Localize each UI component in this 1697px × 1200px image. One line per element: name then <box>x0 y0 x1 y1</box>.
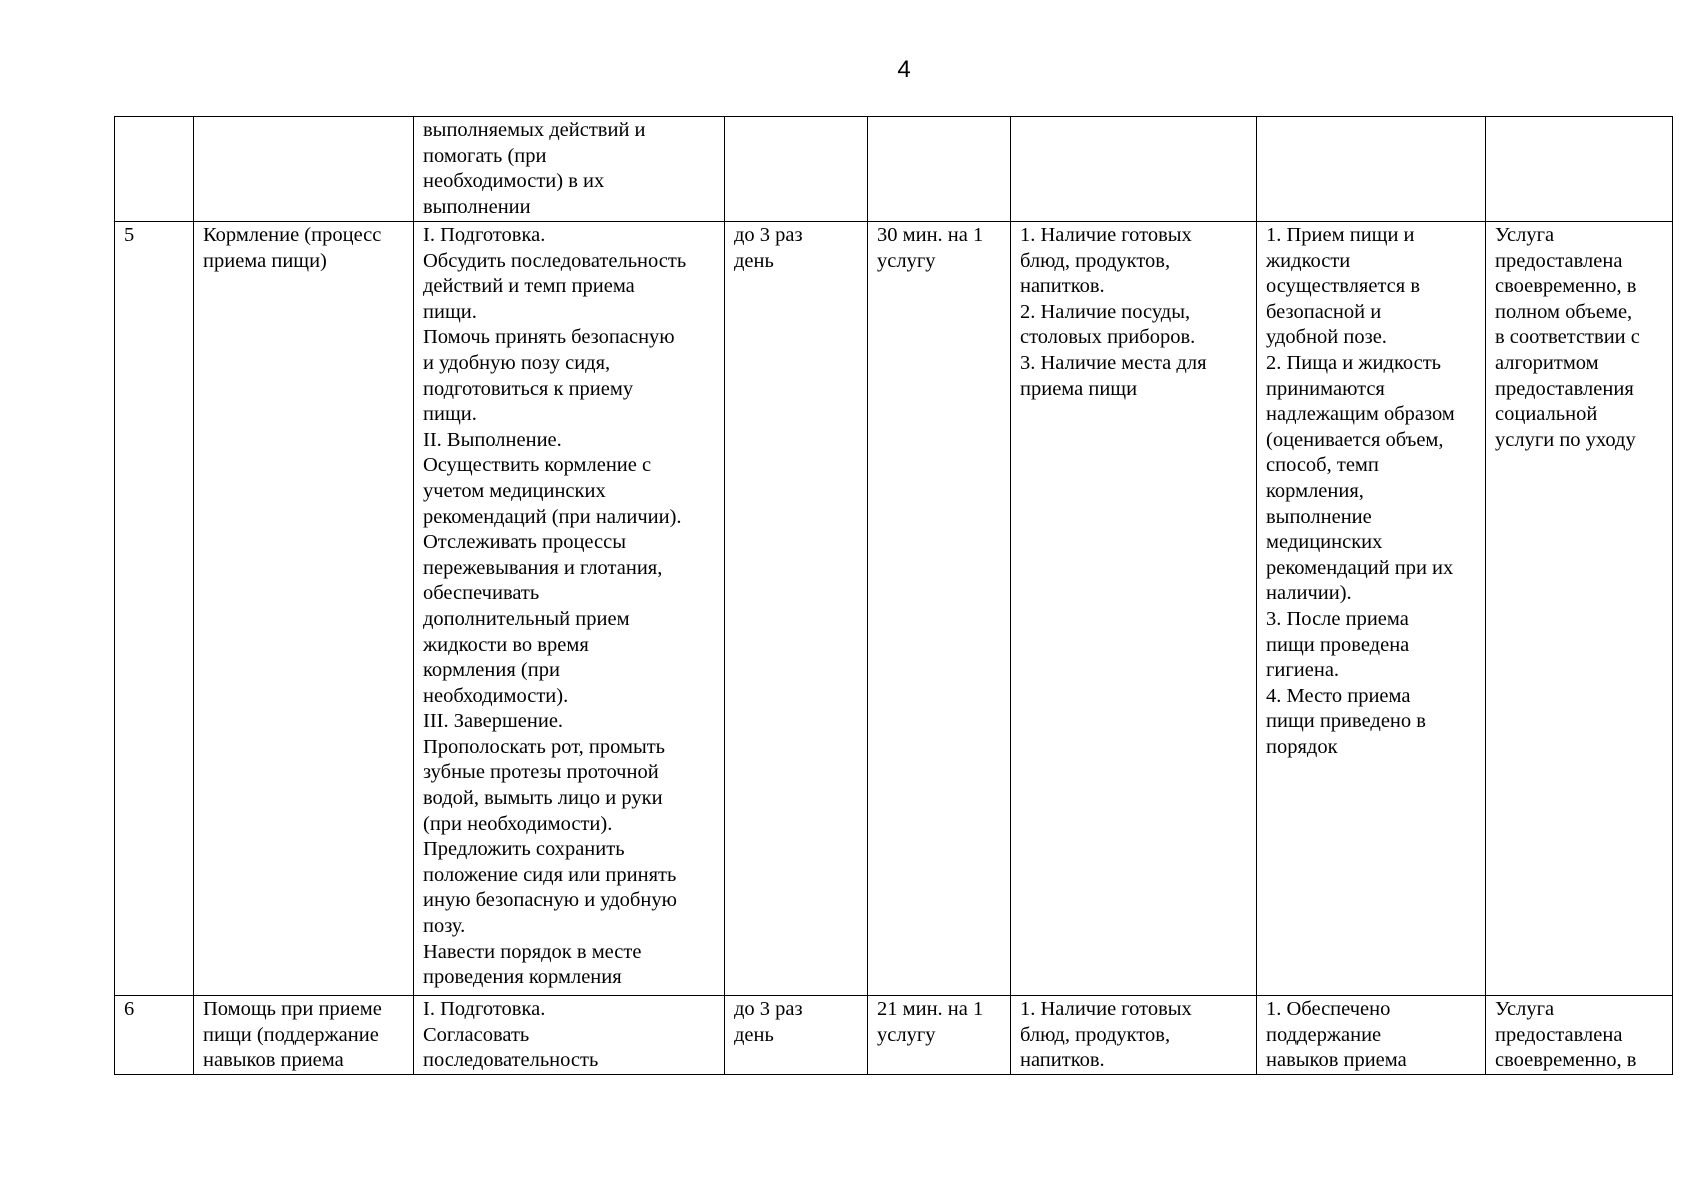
table-cell-quality-indicators <box>1257 222 1486 996</box>
cell-text-line: 1. Прием пищи и <box>1266 224 1415 246</box>
table-cell-quality-indicators <box>1257 996 1486 1075</box>
cell-text-line: полном объеме, <box>1495 300 1633 323</box>
cell-text-line: действий и темп приема <box>423 275 635 298</box>
cell-text-line: II. Выполнение. <box>423 428 562 451</box>
cell-text-line: напитков. <box>1020 1049 1105 1072</box>
cell-text-line: Прополоскать рот, промыть <box>423 735 666 758</box>
cell-text-line: надлежащим образом <box>1266 403 1455 426</box>
cell-text-line: принимаются <box>1266 377 1385 400</box>
table-cell-procedure <box>414 996 725 1075</box>
cell-text-line: блюд, продуктов, <box>1020 249 1171 272</box>
cell-text-line: положение сидя или принять <box>423 863 677 886</box>
table-cell-service-name <box>194 222 414 996</box>
cell-text-line: до 3 раз <box>734 998 803 1020</box>
cell-text-line: услугу <box>877 249 936 272</box>
cell-text-line: день <box>734 249 774 272</box>
table-cell-number <box>115 996 194 1075</box>
service-table <box>114 116 1673 1075</box>
cell-text-line: проведения кормления <box>423 966 622 989</box>
cell-text-line: обеспечивать <box>423 582 540 605</box>
cell-text-line: приема пищи) <box>203 249 327 272</box>
cell-text-line: гигиена. <box>1266 659 1340 682</box>
table-cell-procedure <box>414 117 725 222</box>
cell-text-line: позу. <box>423 915 466 938</box>
cell-text-line: напитков. <box>1020 275 1105 298</box>
cell-text-line: медицинских <box>1266 531 1383 554</box>
table-cell-duration <box>868 117 1011 222</box>
cell-text-line: жидкости во время <box>423 633 589 656</box>
cell-text-line: пищи. <box>423 403 477 426</box>
cell-text-line: Услуга <box>1495 224 1555 246</box>
cell-text-line: своевременно, в <box>1495 275 1637 298</box>
cell-text-line: водой, вымыть лицо и руки <box>423 787 663 810</box>
cell-text-line: 1. Обеспечено <box>1266 998 1391 1020</box>
table-row <box>115 996 1673 1075</box>
cell-text-line: Помощь при приеме <box>203 998 382 1020</box>
cell-text-line: жидкости <box>1266 249 1351 272</box>
cell-text-line: пищи приведено в <box>1266 710 1426 733</box>
cell-text-line: выполнении <box>423 195 531 218</box>
cell-text-line: Услуга <box>1495 998 1555 1020</box>
cell-text-line: иную безопасную и удобную <box>423 889 677 912</box>
table-cell-result-evaluation <box>1486 117 1673 222</box>
cell-text-line: алгоритмом <box>1495 351 1599 374</box>
cell-text-line: услуги по уходу <box>1495 428 1636 451</box>
cell-text-line: осуществляется в <box>1266 275 1421 298</box>
cell-text-line: способ, темп <box>1266 454 1379 477</box>
table-cell-frequency <box>725 117 868 222</box>
cell-text-line: пищи. <box>423 300 477 323</box>
cell-text-line: и удобную позу сидя, <box>423 351 611 374</box>
cell-text-line: 2. Пища и жидкость <box>1266 351 1442 374</box>
cell-text-line: выполняемых действий и <box>423 119 646 141</box>
cell-text-line: Помочь принять безопасную <box>423 326 675 349</box>
cell-text-line: безопасной и <box>1266 300 1382 323</box>
cell-text-line: 1. Наличие готовых <box>1020 224 1192 246</box>
cell-text-line: (оценивается объем, <box>1266 428 1444 451</box>
cell-text-line: 2. Наличие посуды, <box>1020 300 1191 323</box>
cell-text-line: порядок <box>1266 735 1338 758</box>
cell-text-line: кормления (при <box>423 659 560 682</box>
cell-text-line: приема пищи <box>1020 377 1138 400</box>
table-cell-duration <box>868 222 1011 996</box>
cell-text-line: III. Завершение. <box>423 710 564 733</box>
cell-text-line: I. Подготовка. <box>423 224 546 246</box>
table-cell-quality-indicators <box>1257 117 1486 222</box>
table-cell-number <box>115 222 194 996</box>
cell-text-line: Согласовать <box>423 1023 530 1046</box>
table-cell-conditions <box>1011 222 1257 996</box>
cell-text-line: в соответствии с <box>1495 326 1640 349</box>
cell-text-line: помогать (при <box>423 144 547 167</box>
cell-text-line: предоставлена <box>1495 1023 1623 1046</box>
cell-text-line: дополнительный прием <box>423 607 630 630</box>
cell-text-line: Кормление (процесс <box>203 224 382 246</box>
cell-text-line: пищи (поддержание <box>203 1023 379 1046</box>
table-row <box>115 117 1673 222</box>
cell-text-line: выполнение <box>1266 505 1372 528</box>
cell-text-line: Навести порядок в месте <box>423 940 642 963</box>
table-row <box>115 222 1673 996</box>
cell-text-line: до 3 раз <box>734 224 803 246</box>
cell-text-line: 21 мин. на 1 <box>877 998 984 1020</box>
cell-text-line: 1. Наличие готовых <box>1020 998 1192 1020</box>
cell-text-line: 6 <box>124 998 135 1020</box>
cell-text-line: необходимости) в их <box>423 170 605 193</box>
cell-text-line: рекомендаций (при наличии). <box>423 505 682 528</box>
cell-text-line: рекомендаций при их <box>1266 556 1454 579</box>
table-cell-frequency <box>725 996 868 1075</box>
cell-text-line: столовых приборов. <box>1020 326 1196 349</box>
cell-text-line: учетом медицинских <box>423 479 606 502</box>
cell-text-line: 30 мин. на 1 <box>877 224 984 246</box>
cell-text-line: необходимости). <box>423 684 569 707</box>
cell-text-line: наличии). <box>1266 582 1352 605</box>
cell-text-line: 4. Место приема <box>1266 684 1411 707</box>
cell-text-line: Предложить сохранить <box>423 838 625 861</box>
table-cell-procedure <box>414 222 725 996</box>
cell-text-line: Обсудить последовательность <box>423 249 687 272</box>
cell-text-line: 5 <box>124 224 135 246</box>
cell-text-line: (при необходимости). <box>423 812 613 835</box>
table-cell-result-evaluation <box>1486 222 1673 996</box>
cell-text-line: день <box>734 1023 774 1046</box>
cell-text-line: I. Подготовка. <box>423 998 546 1020</box>
cell-text-line: 3. После приема <box>1266 607 1409 630</box>
cell-text-line: последовательность <box>423 1049 599 1072</box>
table-cell-service-name <box>194 996 414 1075</box>
cell-text-line: своевременно, в <box>1495 1049 1637 1072</box>
cell-text-line: подготовиться к приему <box>423 377 634 400</box>
cell-text-line: предоставлена <box>1495 249 1623 272</box>
cell-text-line: поддержание <box>1266 1023 1382 1046</box>
table-cell-frequency <box>725 222 868 996</box>
cell-text-line: кормления, <box>1266 479 1364 502</box>
cell-text-line: Осуществить кормление с <box>423 454 652 477</box>
table-cell-number <box>115 117 194 222</box>
cell-text-line: пережевывания и глотания, <box>423 556 663 579</box>
cell-text-line: навыков приема <box>1266 1049 1407 1072</box>
table-cell-conditions <box>1011 996 1257 1075</box>
cell-text-line: социальной <box>1495 403 1598 426</box>
cell-text-line: услугу <box>877 1023 936 1046</box>
table-cell-service-name <box>194 117 414 222</box>
table-cell-duration <box>868 996 1011 1075</box>
cell-text-line: зубные протезы проточной <box>423 761 659 784</box>
page-number: 4 <box>897 56 911 83</box>
cell-text-line: удобной позе. <box>1266 326 1387 349</box>
cell-text-line: блюд, продуктов, <box>1020 1023 1171 1046</box>
table-cell-result-evaluation <box>1486 996 1673 1075</box>
cell-text-line: 3. Наличие места для <box>1020 351 1207 374</box>
cell-text-line: Отслеживать процессы <box>423 531 627 554</box>
cell-text-line: предоставления <box>1495 377 1634 400</box>
cell-text-line: навыков приема <box>203 1049 344 1072</box>
table-cell-conditions <box>1011 117 1257 222</box>
cell-text-line: пищи проведена <box>1266 633 1410 656</box>
